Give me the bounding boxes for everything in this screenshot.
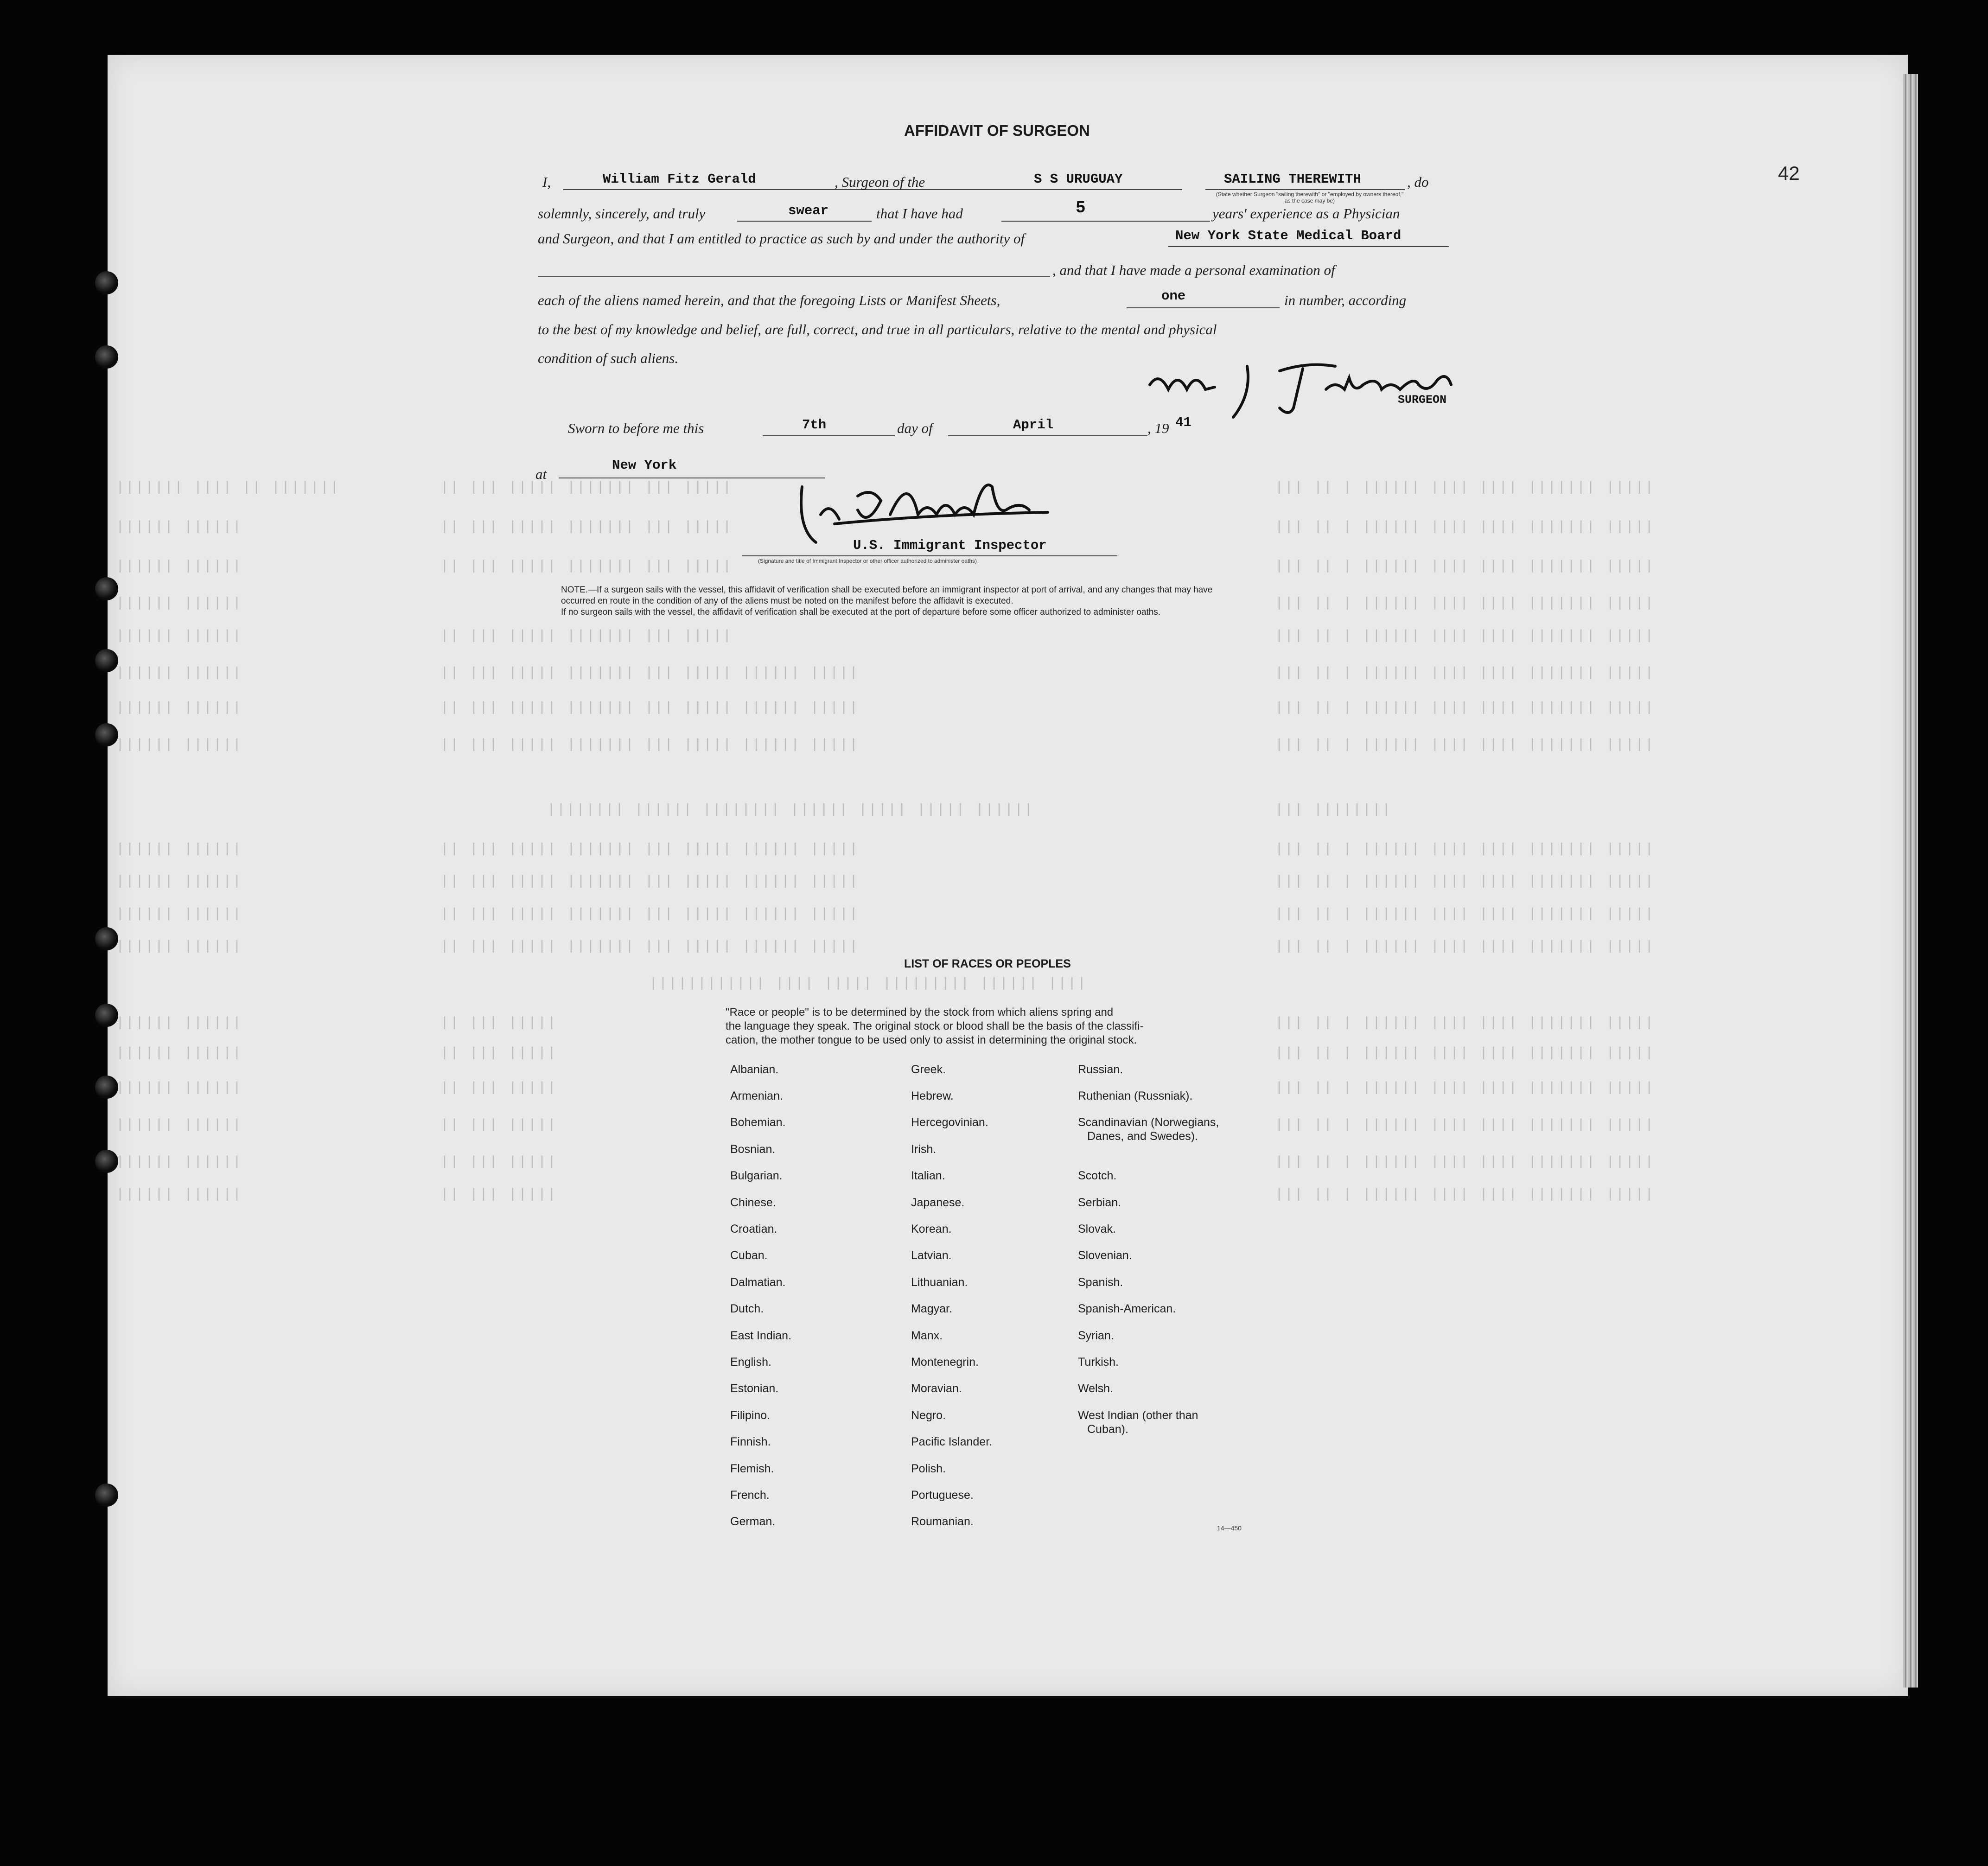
- binder-hole: [95, 723, 118, 746]
- authority-continuation-line: [538, 276, 1050, 277]
- race-item: Scotch.: [1078, 1169, 1117, 1182]
- sheet-count-line: [1127, 307, 1280, 308]
- oath-word: swear: [788, 203, 829, 218]
- note-line-3: If no surgeon sails with the vessel, the affidavit of verification shall be executed at the port of departure before some officer authorized to administer oaths.: [561, 607, 1161, 617]
- binder-hole: [95, 345, 118, 369]
- years-line: [1001, 221, 1210, 222]
- race-item: Hebrew.: [911, 1089, 954, 1102]
- race-item: Scandinavian (Norwegians,: [1078, 1116, 1219, 1129]
- day-of-label: day of: [897, 420, 933, 436]
- race-item: Albanian.: [730, 1063, 779, 1076]
- race-item: Pacific Islander.: [911, 1435, 993, 1448]
- binder-hole: [95, 927, 118, 950]
- number-label: in number, according: [1284, 292, 1407, 308]
- race-item: Spanish-American.: [1078, 1302, 1176, 1315]
- race-item: Magyar.: [911, 1302, 952, 1315]
- sworn-day-line: [763, 435, 895, 436]
- race-item: Slovenian.: [1078, 1249, 1132, 1262]
- race-item: Serbian.: [1078, 1196, 1121, 1209]
- race-item: Roumanian.: [911, 1515, 974, 1528]
- had-label: that I have had: [876, 205, 963, 222]
- surgeon-caption: SURGEON: [1398, 393, 1447, 407]
- and-surgeon-label: and Surgeon, and that I am entitled to practice as such by and under the authority of: [538, 230, 1025, 247]
- race-item: Estonian.: [730, 1382, 779, 1395]
- races-intro-line-3: cation, the mother tongue to be used only to assist in determining the original stock.: [726, 1034, 1137, 1046]
- inspector-line: [742, 555, 1117, 556]
- solemnly-label: solemnly, sincerely, and truly: [538, 205, 706, 222]
- race-item: English.: [730, 1356, 771, 1369]
- race-item: Spanish.: [1078, 1276, 1123, 1289]
- note-line-1: NOTE.—If a surgeon sails with the vessel, this affidavit of verification shall be executed before an immigrant inspector at port of arrival, and any changes that may have: [561, 585, 1213, 595]
- sailing-status: SAILING THEREWITH: [1224, 172, 1361, 187]
- race-item: Polish.: [911, 1462, 946, 1475]
- vessel-name: S S URUGUAY: [1034, 172, 1123, 187]
- race-item: Latvian.: [911, 1249, 952, 1262]
- binder-hole: [95, 271, 118, 294]
- races-intro-line-1: "Race or people" is to be determined by the stock from which aliens spring and: [726, 1006, 1114, 1019]
- authority-value: New York State Medical Board: [1175, 228, 1402, 243]
- race-item: Irish.: [911, 1143, 937, 1156]
- race-item: Ruthenian (Russniak).: [1078, 1089, 1193, 1102]
- race-item: Japanese.: [911, 1196, 965, 1209]
- sheet-count: one: [1161, 288, 1186, 304]
- binder-hole: [95, 1004, 118, 1027]
- condition-label: condition of such aliens.: [538, 350, 679, 366]
- race-item: Portuguese.: [911, 1489, 974, 1502]
- race-item: Finnish.: [730, 1435, 771, 1448]
- race-item: French.: [730, 1489, 770, 1502]
- race-item: Italian.: [911, 1169, 945, 1182]
- race-item: Armenian.: [730, 1089, 783, 1102]
- binder-hole: [95, 577, 118, 600]
- at-label: at: [535, 466, 547, 482]
- binder-hole: [95, 1484, 118, 1507]
- sworn-year: 41: [1175, 415, 1192, 430]
- race-item: East Indian.: [730, 1329, 792, 1342]
- surgeon-of-label: , Surgeon of the: [835, 174, 925, 190]
- race-item: West Indian (other than: [1078, 1409, 1198, 1422]
- race-item: Bulgarian.: [730, 1169, 783, 1182]
- race-item: German.: [730, 1515, 776, 1528]
- sworn-day: 7th: [802, 417, 827, 433]
- year-prefix: , 19: [1147, 420, 1169, 436]
- race-item: Greek.: [911, 1063, 946, 1076]
- race-item: Flemish.: [730, 1462, 774, 1475]
- belief-label: to the best of my knowledge and belief, are full, correct, and true in all particulars, relative to the mental and physical: [538, 321, 1217, 338]
- note-line-2: occurred en route in the condition of any of the aliens must be noted on the manifest before the affidavit is executed.: [561, 596, 1013, 606]
- race-item: Korean.: [911, 1223, 952, 1236]
- inspector-caption: (Signature and title of Immigrant Inspector or other officer authorized to administer oaths): [758, 558, 977, 564]
- race-item: Dalmatian.: [730, 1276, 786, 1289]
- page-number: 42: [1778, 162, 1800, 184]
- affidavit-title: AFFIDAVIT OF SURGEON: [904, 122, 1090, 139]
- races-title: LIST OF RACES OR PEOPLES: [904, 957, 1071, 970]
- sworn-month: April: [1013, 417, 1054, 433]
- each-alien-label: each of the aliens named herein, and that the foregoing Lists or Manifest Sheets,: [538, 292, 1000, 308]
- binder-hole: [95, 1076, 118, 1099]
- surgeon-name: William Fitz Gerald: [603, 172, 756, 187]
- years-value: 5: [1076, 198, 1086, 217]
- race-item: Montenegrin.: [911, 1356, 979, 1369]
- sworn-month-line: [948, 435, 1147, 436]
- race-item: Turkish.: [1078, 1356, 1119, 1369]
- race-item: Welsh.: [1078, 1382, 1113, 1395]
- race-item: Danes, and Swedes).: [1087, 1130, 1198, 1143]
- vessel-line: [969, 189, 1182, 190]
- i-label: I,: [542, 174, 551, 190]
- binder-hole: [95, 1150, 118, 1173]
- race-item: Filipino.: [730, 1409, 771, 1422]
- race-item: Manx.: [911, 1329, 943, 1342]
- years-label: years' experience as a Physician: [1212, 205, 1400, 222]
- form-number: 14—450: [1217, 1524, 1242, 1532]
- race-item: Negro.: [911, 1409, 946, 1422]
- race-item: Syrian.: [1078, 1329, 1114, 1342]
- do-label: , do: [1407, 174, 1429, 190]
- examined-label: , and that I have made a personal examination of: [1052, 262, 1335, 278]
- race-item: Bosnian.: [730, 1143, 776, 1156]
- race-item: Bohemian.: [730, 1116, 786, 1129]
- race-item: Slovak.: [1078, 1223, 1116, 1236]
- sailing-line: [1205, 189, 1405, 190]
- race-item: Cuban.: [730, 1249, 768, 1262]
- race-item: Lithuanian.: [911, 1276, 968, 1289]
- race-item: Moravian.: [911, 1382, 962, 1395]
- place-value: New York: [612, 458, 677, 473]
- race-item: Cuban).: [1087, 1423, 1128, 1436]
- page-edge: [1903, 74, 1918, 1688]
- oath-line: [737, 221, 872, 222]
- inspector-title: U.S. Immigrant Inspector: [853, 538, 1047, 553]
- race-item: Hercegovinian.: [911, 1116, 988, 1129]
- race-item: Russian.: [1078, 1063, 1123, 1076]
- sailing-note: (State whether Surgeon "sailing therewith" or "employed by owners thereof," as the case may be): [1216, 191, 1404, 204]
- races-intro-line-2: the language they speak. The original stock or blood shall be the basis of the classifi-: [726, 1020, 1144, 1032]
- race-item: Chinese.: [730, 1196, 776, 1209]
- binder-hole: [95, 649, 118, 672]
- race-item: Dutch.: [730, 1302, 764, 1315]
- sworn-label: Sworn to before me this: [568, 420, 704, 436]
- race-item: Croatian.: [730, 1223, 777, 1236]
- authority-line: [1168, 246, 1449, 247]
